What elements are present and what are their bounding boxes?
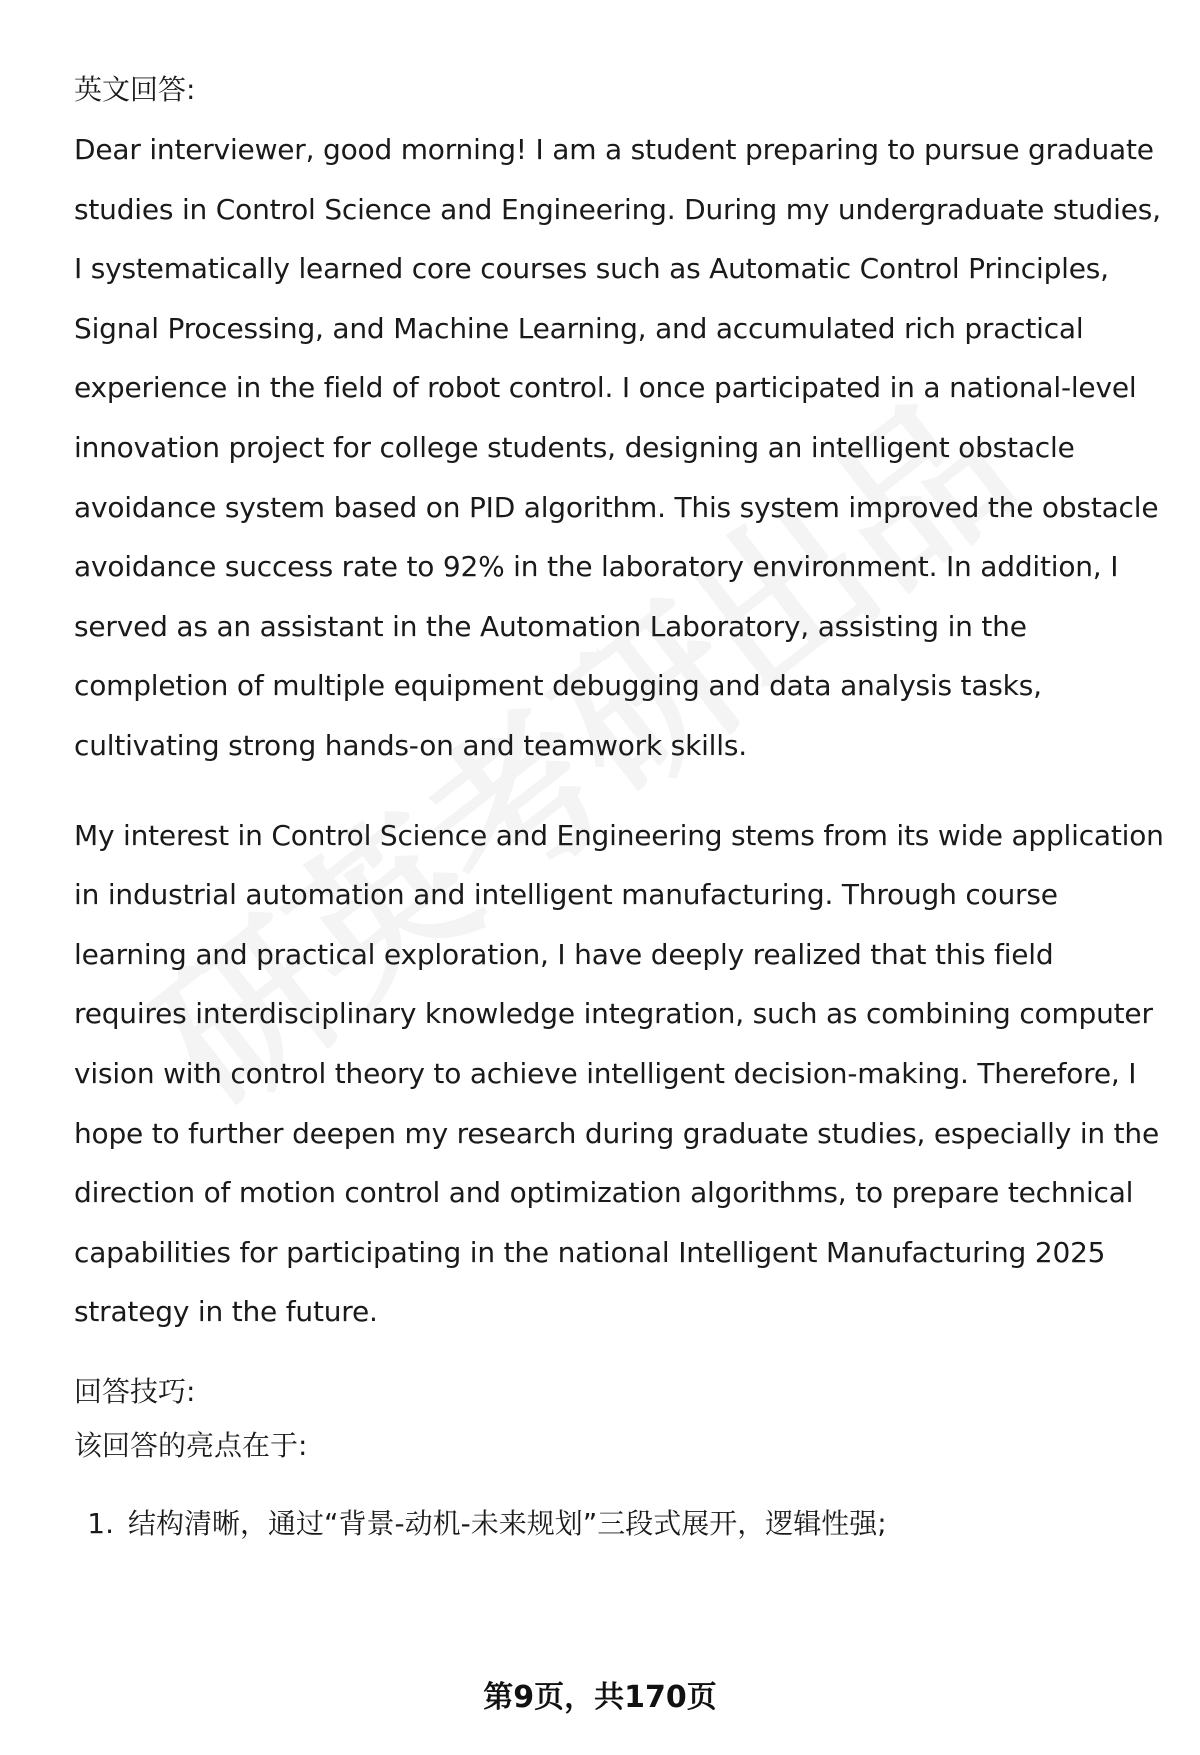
page-number-footer: 第9页，共170页 — [483, 1680, 717, 1715]
list-item-number: 1. — [87, 1506, 114, 1540]
list-item — [74, 1504, 1164, 1544]
answer-paragraph-2: My interest in Control Science and Engineering stems from its wide application in industrial automation and intelligent manufacturing. Through course learning and practical exploration, I have deeply realized that this field requires interdisciplinary knowledge integration, such as combining computer vision with control theory to achieve intelligent decision-making. Therefore, I hope to further deepen my research during graduate studies, especially in the direction of motion control and optimization algorithms, to prepare technical capabilities for participating in the national Intelligent Manufacturing 2025 strategy in the future. — [74, 818, 1164, 1329]
tips-label: 回答技巧: — [74, 1374, 196, 1408]
answer-paragraph-1: Dear interviewer, good morning! I am a student preparing to pursue graduate studies in Control Science and Engineering. During my undergraduate studies, I systematically learned core courses such as Automatic Control Principles, Signal Processing, and Machine Learning, and accumulated rich practical experience in the field of robot control. I once participated in a national-level innovation project for college students, designing an intelligent obstacle avoidance system based on PID algorithm. This system improved the obstacle avoidance success rate to 92% in the laboratory environment. In addition, I served as an assistant in the Automation Laboratory, assisting in the completion of multiple equipment debugging and data analysis tasks, cultivating strong hands-on and teamwork skills. — [74, 133, 1161, 762]
highlights-label: 该回答的亮点在于: — [74, 1428, 308, 1462]
answer-label: 英文回答: — [74, 73, 196, 106]
list-item-text: 结构清晰，通过“背景-动机-未来规划”三段式展开，逻辑性强; — [128, 1506, 887, 1540]
content-area — [74, 70, 1164, 1544]
highlights-list — [74, 1504, 1164, 1544]
